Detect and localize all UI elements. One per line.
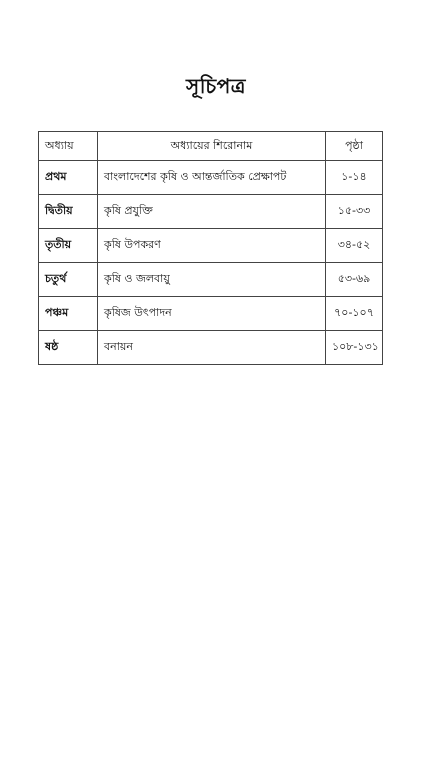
chapter-pages: ৩৪-৫২ — [326, 229, 383, 263]
chapter-pages: ১০৮-১৩১ — [326, 331, 383, 365]
chapter-number: তৃতীয় — [39, 229, 98, 263]
header-pages: পৃষ্ঠা — [326, 132, 383, 161]
table-of-contents — [38, 131, 383, 365]
chapter-title: বনায়ন — [98, 331, 326, 365]
chapter-pages: ১৫-৩৩ — [326, 195, 383, 229]
chapter-title: কৃষি ও জলবায়ু — [98, 263, 326, 297]
chapter-number: দ্বিতীয় — [39, 195, 98, 229]
table-row — [39, 229, 383, 263]
chapter-pages: ৭০-১০৭ — [326, 297, 383, 331]
chapter-title: কৃষি উপকরণ — [98, 229, 326, 263]
chapter-pages: ৫৩-৬৯ — [326, 263, 383, 297]
header-chapter: অধ্যায় — [39, 132, 98, 161]
header-chapter-title: অধ্যায়ের শিরোনাম — [98, 132, 326, 161]
chapter-title: কৃষিজ উৎপাদন — [98, 297, 326, 331]
table-row — [39, 195, 383, 229]
chapter-number: প্রথম — [39, 161, 98, 195]
table-row — [39, 331, 383, 365]
chapter-title: কৃষি প্রযুক্তি — [98, 195, 326, 229]
chapter-number: ষষ্ঠ — [39, 331, 98, 365]
table-row — [39, 263, 383, 297]
chapter-pages: ১-১৪ — [326, 161, 383, 195]
table-row — [39, 161, 383, 195]
table-header-row — [39, 132, 383, 161]
page-title: সূচিপত্র — [186, 74, 246, 98]
table-row — [39, 297, 383, 331]
chapter-number: চতুর্থ — [39, 263, 98, 297]
chapter-title: বাংলাদেশের কৃষি ও আন্তর্জাতিক প্রেক্ষাপট — [98, 161, 326, 195]
chapter-number: পঞ্চম — [39, 297, 98, 331]
